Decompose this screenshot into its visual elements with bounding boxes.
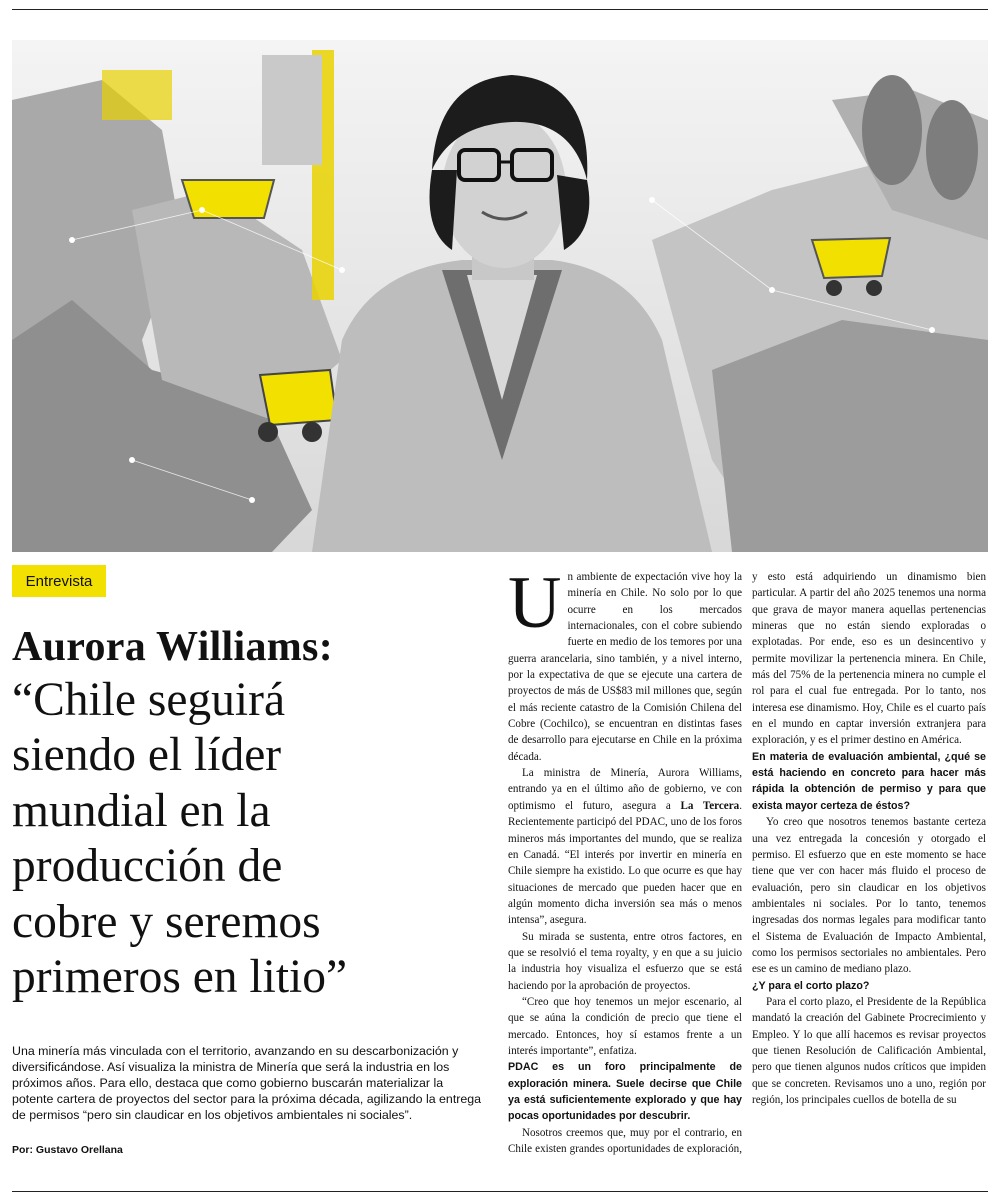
paragraph-1-text: n ambiente de expectación vive hoy la minería en Chile. No solo por lo que ocurre en los mercados internacionales, con el cobre subiendo fuerte en medio de los temores por una guerra arancelaria, sino también, y a nivel interno, por la expectativa de que se ejecute una cartera de proyectos de más de US$83 mil millones que, según el más reciente catastro de la Comisión Chilena del Cobre (Cochilco), se encuentran en distintas fases de desarrollo para ejecutarse en Chile en la próxima década.	[508, 571, 742, 763]
byline: Por: Gustavo Orellana	[12, 1144, 123, 1156]
paragraph-5: Nosotros creemos que, muy por el contrario, en Chile existen grandes oportunidades de exploración,	[508, 1126, 742, 1156]
section-kicker: Entrevista	[12, 565, 106, 597]
drop-cap: U	[508, 569, 562, 644]
publication-name: La Tercera	[680, 799, 740, 812]
article-column-2	[752, 569, 986, 1161]
bottom-rule	[12, 1191, 988, 1192]
mining-collage-image	[12, 40, 988, 552]
question-1: PDAC es un foro principalmente de exploración minera. Suele decirse que Chile ya está suficientemente explorado y que hay pocas oportunidades por descubrir.	[508, 1061, 742, 1123]
paragraph-2-text-b: . Recientemente participó del PDAC, uno de los foros mineros más importantes del mundo, que se realiza en Canadá. “El interés por invertir en minería en Chile siempre ha existido. Lo que ocurre es que hay situaciones de mercado que pueden hacer que en algún momento dicha inversión sea más o menos intensa”, asegura.	[508, 799, 742, 927]
hero-illustration	[12, 40, 988, 552]
paragraph-2-text-a: La ministra de Minería, Aurora Williams, entrando ya en el último año de gobierno, ve con optimismo el futuro, asegura a	[508, 767, 742, 812]
paragraph-2	[508, 765, 742, 928]
top-rule	[12, 9, 988, 10]
column-2-flow	[752, 569, 986, 1108]
paragraph-7: Para el corto plazo, el Presidente de la República mandató la creación del Gabinete Procrecimiento y Empleo. Y lo que allí hacemos es revisar proyectos que tienen Resolución de Calificación Ambiental, pero que tienen algunos nudos críticos que impiden que se concreten. Revisamos uno a uno, región por región, los principales cuellos de botella de su	[752, 995, 986, 1106]
question-2: En materia de evaluación ambiental, ¿qué se está haciendo en concreto para hacer más rápida la obtención de permiso y para que exista mayor certeza de éstos?	[752, 750, 986, 812]
headline-quote: “Chile seguirá siendo el líder mundial en la producción de cobre y seremos primeros en litio”	[12, 674, 348, 1004]
paragraph-4: “Creo que hoy tenemos un mejor escenario, al que se aúna la condición de precio que tiene el mercado. Entonces, hoy sí estamos frente a un interés importante”, enfatiza.	[508, 995, 742, 1057]
standfirst: Una minería más vinculada con el territorio, avanzando en su descarbonización y diversificándose. Así visualiza la ministra de Minería que será la industria en los próximos años. Para ello, destaca que como gobierno buscarán materializar la potente cartera de proyectos del sector para la próxima década, agilizando la entrega de permisos “pero sin claudicar en los objetivos ambientales ni sociales”.	[12, 1044, 482, 1123]
article-column-1	[508, 569, 742, 1161]
question-3: ¿Y para el corto plazo?	[752, 979, 870, 992]
paragraph-6: Yo creo que nosotros tenemos bastante certeza una vez entregada la concesión y otorgado el permiso. El esfuerzo que en este momento se hace tiene que ver con hacer más fluido el proceso de evaluación, pero sin claudicar en los objetivos ambientales ni sociales. Por lo tanto, tenemos ingresadas dos normas legales para modificar tanto el Sistema de Evaluación de Impacto Ambiental, como los permisos sectoriales no ambientales. Pero ese es un camino de mediano plazo.	[752, 816, 986, 976]
paragraph-1	[508, 569, 742, 765]
paragraph-5-continued: y esto está adquiriendo un dinamismo bien particular. A partir del año 2025 tenemos una norma que grava de mayor manera aquellas pertenencias mineras que no están siendo exploradas o explotadas. Por ende, eso es un desincentivo y permite movilizar la pertenencia minera. En Chile, más del 75% de la pertenencia minera no cumple el rol para el cual fue entregada. Por lo tanto, nos interesa ese dinamismo. Hoy, Chile es el cuarto país en el mundo en captar inversión extranjera para exploración, y es el primer destino en América.	[752, 571, 986, 747]
paragraph-3: Su mirada se sustenta, entre otros factores, en que se resolvió el tema royalty, y en que a su juicio la industria hoy visualiza el esfuerzo que se está haciendo por la aprobación de proyectos.	[508, 930, 742, 992]
headline-name: Aurora Williams:	[12, 624, 333, 670]
